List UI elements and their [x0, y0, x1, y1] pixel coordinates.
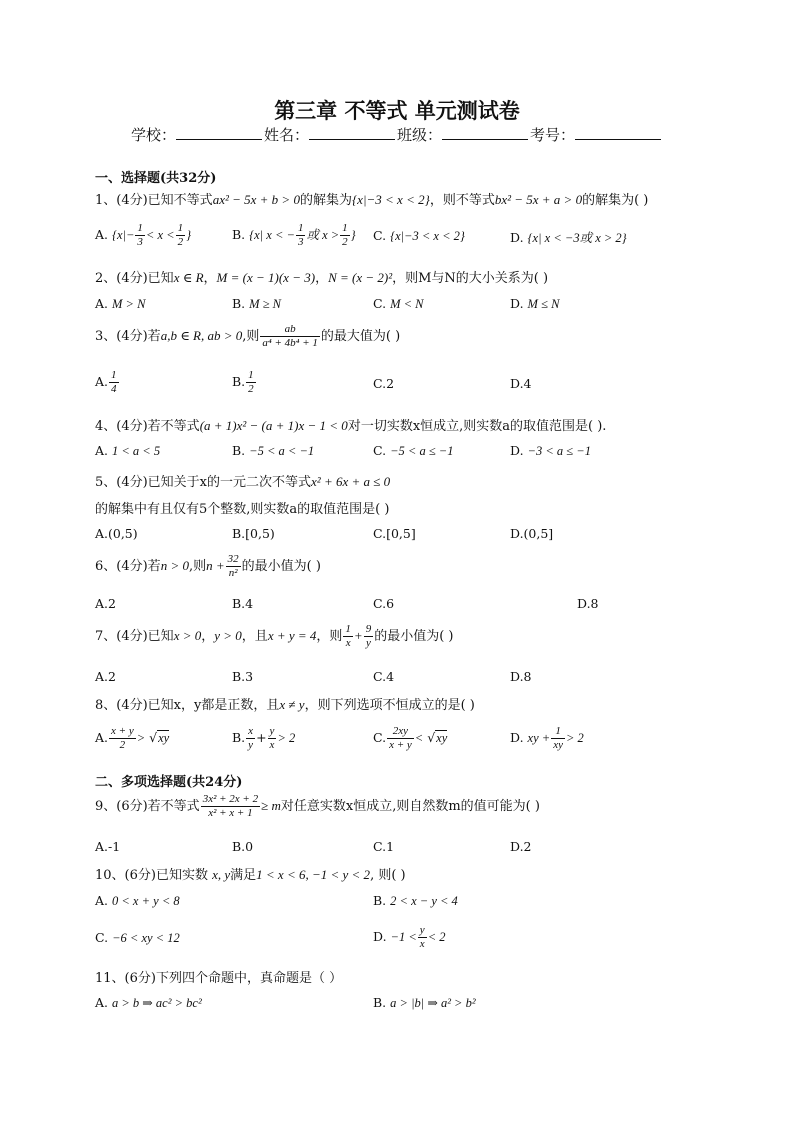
q5-text: 5、(4分)已知关于x的一元二次不等式: [95, 475, 312, 490]
q7-text: 7、(4分)已知: [95, 629, 174, 644]
q7-option-a[interactable]: A.2: [95, 669, 116, 684]
opt-math: −3 < a ≤ −1: [527, 444, 591, 458]
opt-math: }: [186, 228, 192, 242]
q1-text-2: 的解集为: [299, 193, 352, 208]
q10-text-2: 满足: [230, 868, 257, 883]
name-blank[interactable]: [309, 125, 395, 140]
q7-text-5: 的最小值为( ): [374, 629, 454, 644]
fraction: $\frac{y}{x}$: [419, 924, 425, 950]
opt-letter: B.: [232, 374, 246, 389]
q2-math-1: x ∈ R: [173, 270, 204, 285]
opt-math: 或 x >: [306, 228, 340, 242]
q10-math-2: 1 < x < 6, −1 < y < 2: [256, 867, 371, 882]
q8-text-2: ，则下列选项不恒成立的是( ): [304, 698, 475, 713]
name-label: 姓名：: [263, 126, 309, 144]
q1-option-d[interactable]: [510, 228, 627, 246]
opt-letter: D.: [510, 230, 524, 245]
opt-math: M ≥ N: [249, 297, 282, 311]
q7-option-d[interactable]: D.8: [510, 669, 532, 684]
opt-math: {x| x < −3或 x > 2}: [527, 231, 627, 245]
opt-letter: B.: [232, 227, 246, 242]
section-heading-multi: 二、多项选择题(共24分): [95, 775, 243, 790]
opt-letter: C.: [373, 730, 387, 745]
question-3: [95, 323, 400, 350]
fraction: $\frac{y}{x}$: [269, 725, 275, 751]
opt-math: >: [136, 731, 146, 745]
q10-option-a[interactable]: [95, 893, 180, 909]
fraction: $\frac{1}{xy}$: [553, 725, 563, 751]
q8-text: 8、(4分)已知x，y都是正数，且: [95, 698, 280, 713]
q6-math-2: n +: [206, 558, 225, 573]
opt-letter: B.: [373, 893, 387, 908]
fraction: $\frac{x}{y}$: [248, 725, 254, 751]
q4-option-d[interactable]: [510, 443, 591, 459]
q9-option-c[interactable]: C.1: [373, 839, 395, 854]
fraction: $\frac{ab}{\text{a⁴ + 4b⁴ + 1}}$: [262, 323, 318, 349]
q2-option-b[interactable]: [232, 296, 281, 312]
q3-math-1: a,b ∈ R, ab > 0: [160, 328, 243, 343]
fraction: $\frac{1}{2}$: [248, 369, 254, 395]
question-10: [95, 864, 406, 883]
school-label: 学校：: [130, 126, 176, 144]
question-11: 11、(6分)下列四个命题中，真命题是（ ）: [95, 971, 343, 986]
q9-option-b[interactable]: B.0: [232, 839, 254, 854]
q6-text: 6、(4分)若: [95, 559, 161, 574]
q10-math-1: x, y: [212, 867, 231, 882]
q4-text-2: 对一切实数x恒成立,则实数a的取值范围是( ).: [347, 419, 607, 434]
q5-option-c[interactable]: C.[0,5]: [373, 526, 416, 541]
q10-option-c[interactable]: [95, 930, 180, 946]
q4-text: 4、(4分)若不等式: [95, 419, 200, 434]
q6-text-2: ,则: [188, 559, 207, 574]
opt-letter: A.: [95, 730, 109, 745]
fraction: $\frac{32}{\text{n²}}$: [227, 553, 239, 579]
q8-option-c[interactable]: C. $\frac{2xy}{x + y}$ < √xy: [373, 725, 448, 751]
radicand: xy: [436, 731, 448, 745]
opt-math: <: [414, 731, 424, 745]
opt-math: 2 < x − y < 4: [390, 894, 458, 908]
opt-letter: A.: [95, 443, 109, 458]
q1-text: 1、(4分)已知不等式: [95, 193, 213, 208]
opt-math: > 2: [565, 731, 584, 745]
opt-math: }: [350, 228, 356, 242]
q6-option-a[interactable]: A.2: [95, 596, 116, 611]
opt-letter: D.: [510, 730, 524, 745]
q7-math-1: x > 0: [173, 628, 202, 643]
q7-option-c[interactable]: C.4: [373, 669, 395, 684]
q1-math-1: ax² − 5x + b > 0: [212, 192, 300, 207]
q4-option-a[interactable]: [95, 443, 160, 459]
q6-option-b[interactable]: B.4: [232, 596, 254, 611]
fraction: $\frac{2xy}{x + y}$: [389, 725, 412, 751]
q2-text-2: ，: [203, 271, 217, 286]
opt-letter: D.: [373, 929, 387, 944]
q4-math-1: (a + 1)x² − (a + 1)x − 1 < 0: [199, 418, 348, 433]
opt-math: M ≤ N: [527, 297, 560, 311]
question-5-line-2: 的解集中有且仅有5个整数,则实数a的取值范围是( ): [95, 502, 390, 517]
opt-math: 1 < a < 5: [112, 444, 161, 458]
opt-letter: D.: [510, 443, 524, 458]
opt-letter: D.: [510, 296, 524, 311]
q1-math-2: {x|−3 < x < 2}: [351, 192, 430, 207]
q2-math-2: M = (x − 1)(x − 3): [216, 270, 316, 285]
q3-option-a[interactable]: [95, 369, 120, 396]
q7-text-3: ，且: [241, 629, 268, 644]
q3-option-b[interactable]: [232, 369, 257, 396]
opt-math: 0 < x + y < 8: [112, 894, 180, 908]
opt-math: M > N: [112, 297, 146, 311]
fraction: $\frac{9}{y}$: [365, 623, 372, 649]
q6-math-1: n > 0: [160, 558, 189, 573]
fraction: $\frac{\text{3x² + 2x + 2}}{\text{x² + x + 1}}$: [202, 793, 259, 819]
q1-option-c[interactable]: [373, 228, 465, 244]
opt-math: −5 < a < −1: [249, 444, 315, 458]
opt-letter: A.: [95, 893, 109, 908]
q8-math-1: x ≠ y: [279, 697, 305, 712]
opt-letter: A.: [95, 296, 109, 311]
opt-letter: C.: [373, 228, 387, 243]
question-1: [95, 189, 648, 208]
q9-option-d[interactable]: D.2: [510, 839, 532, 854]
q5-option-d[interactable]: D.(0,5]: [510, 526, 554, 541]
q9-text-2: 对任意实数x恒成立,则自然数m的值可能为( ): [280, 799, 540, 814]
q3-text: 3、(4分)若: [95, 329, 161, 344]
opt-math: < 2: [427, 930, 446, 944]
fraction: $\frac{1}{2}$: [342, 222, 348, 248]
q1-text-3: ，则不等式: [429, 193, 495, 208]
q10-option-d[interactable]: [373, 924, 446, 951]
opt-math: −1 <: [390, 930, 417, 944]
question-8: [95, 694, 475, 713]
q5-option-a[interactable]: A.(0,5): [95, 526, 138, 541]
q1-math-3: bx² − 5x + a > 0: [494, 192, 583, 207]
q3-option-c[interactable]: C.2: [373, 376, 395, 391]
class-blank[interactable]: [442, 125, 528, 140]
q1-option-b[interactable]: [232, 222, 356, 249]
number-label: 考号：: [530, 126, 576, 144]
q2-option-c[interactable]: [373, 296, 424, 312]
q7-option-b[interactable]: B.3: [232, 669, 254, 684]
q7-text-2: ，: [201, 629, 215, 644]
fraction: $\frac{1}{2}$: [177, 222, 184, 248]
question-6: [95, 553, 321, 580]
q10-text: 10、(6分)已知实数: [95, 868, 213, 883]
q5-option-b[interactable]: B.[0,5): [232, 526, 275, 541]
section-heading-choice: 一、选择题(共32分): [95, 171, 217, 186]
opt-math: xy +: [527, 731, 551, 745]
q8-option-a[interactable]: A. $\frac{x + y}{2}$ > √xy: [95, 725, 170, 751]
q10-text-3: , 则( ): [370, 868, 406, 883]
q9-text: 9、(6分)若不等式: [95, 799, 200, 814]
opt-math: −6 < xy < 12: [112, 931, 180, 945]
q11-option-b[interactable]: [373, 995, 476, 1011]
q1-text-4: 的解集为( ): [582, 193, 649, 208]
opt-math: a > |b| ⇒ a² > b²: [390, 996, 476, 1010]
fraction: $\frac{x + y}{2}$: [111, 725, 134, 751]
question-9: [95, 793, 540, 820]
number-blank[interactable]: [575, 125, 661, 140]
opt-math: {x|−: [112, 228, 135, 242]
q10-option-b[interactable]: [373, 893, 458, 909]
q7-text-4: ，则: [316, 629, 343, 644]
opt-math: a > b ⇒ ac² > bc²: [112, 996, 202, 1010]
opt-math: {x|−3 < x < 2}: [390, 229, 465, 243]
q2-option-a[interactable]: [95, 296, 145, 312]
opt-letter: A.: [95, 227, 109, 242]
radicand: xy: [158, 731, 170, 745]
opt-letter: B.: [373, 995, 387, 1010]
student-info-line: [0, 124, 794, 145]
q6-option-d[interactable]: D.8: [577, 596, 599, 611]
fraction: $\frac{1}{4}$: [111, 369, 117, 395]
opt-letter: C.: [373, 443, 387, 458]
q2-text-4: ，则M与N的大小关系为( ): [392, 271, 549, 286]
q5-math-1: x² + 6x + a ≤ 0: [311, 474, 391, 489]
q2-option-d[interactable]: [510, 296, 559, 312]
q2-text-3: ，: [315, 271, 329, 286]
opt-letter: B.: [232, 296, 246, 311]
q7-math-3: x + y = 4: [267, 628, 317, 643]
opt-letter: B.: [232, 730, 246, 745]
page-title: 第三章 不等式 单元测试卷: [274, 98, 520, 123]
question-4: [95, 415, 606, 434]
opt-math: {x| x < −: [249, 228, 295, 242]
q6-text-3: 的最小值为( ): [241, 559, 321, 574]
opt-letter: B.: [232, 443, 246, 458]
fraction: $\frac{1}{3}$: [137, 222, 143, 248]
opt-letter: A.: [95, 995, 109, 1010]
opt-letter: C.: [95, 930, 109, 945]
q7-math-2: y > 0: [214, 628, 242, 643]
q9-option-a[interactable]: A.-1: [95, 839, 121, 854]
q2-text: 2、(4分)已知: [95, 271, 174, 286]
q3-text-2: ,则: [242, 329, 260, 344]
opt-letter: C.: [373, 296, 387, 311]
q11-option-a[interactable]: [95, 995, 202, 1011]
q4-option-b[interactable]: [232, 443, 314, 459]
opt-math: < x <: [145, 228, 175, 242]
q3-option-d[interactable]: D.4: [510, 376, 532, 391]
q8-option-d[interactable]: [510, 725, 584, 752]
q2-math-3: N = (x − 2)²: [328, 270, 393, 285]
q3-text-3: 的最大值为( ): [320, 329, 401, 344]
q6-option-c[interactable]: C.6: [373, 596, 395, 611]
question-5: [95, 471, 390, 490]
opt-math: > 2: [277, 731, 296, 745]
q9-math-1: ≥ m: [261, 798, 281, 813]
class-label: 班级：: [397, 126, 443, 144]
fraction: $\frac{1}{x}$: [345, 623, 351, 649]
question-2: [95, 267, 548, 286]
opt-math: −5 < a ≤ −1: [390, 444, 454, 458]
fraction: $\frac{1}{3}$: [297, 222, 304, 248]
question-7: 7、(4分)已知x > 0，y > 0，且x + y = 4，则 $\frac{1}{x}$ + $\frac{9}{y}$ 的最小值为( ): [95, 623, 454, 649]
school-blank[interactable]: [176, 125, 262, 140]
opt-math: M < N: [390, 297, 424, 311]
q1-option-a[interactable]: [95, 222, 191, 249]
q4-option-c[interactable]: [373, 443, 454, 459]
opt-letter: A.: [95, 374, 109, 389]
q8-option-b[interactable]: B. $\frac{x}{y}$ + $\frac{y}{x}$ > 2: [232, 725, 296, 751]
